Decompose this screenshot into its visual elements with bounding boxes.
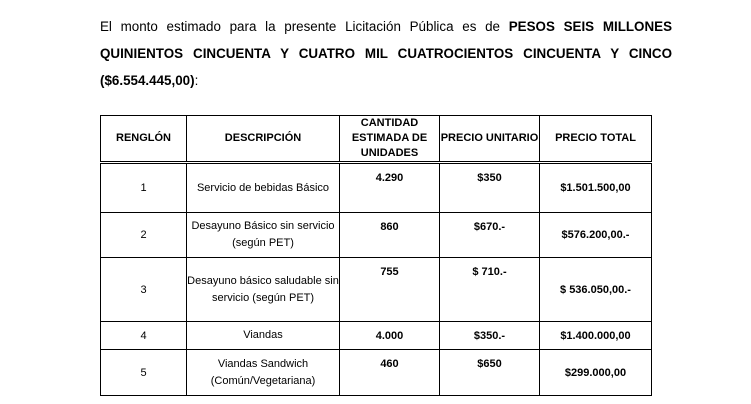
header-precio-unitario: PRECIO UNITARIO	[440, 116, 540, 163]
row-renglon: 5	[101, 350, 187, 396]
row-cantidad: 4.290	[340, 163, 440, 213]
row-renglon: 1	[101, 163, 187, 213]
row-descripcion: Viandas	[187, 322, 340, 350]
row-cantidad: 860	[340, 213, 440, 258]
table-row	[101, 350, 652, 396]
row-descripcion: Viandas Sandwich (Común/Vegetariana)	[187, 350, 340, 396]
row-precio-unitario: $350.-	[440, 322, 540, 350]
header-precio-total: PRECIO TOTAL	[540, 116, 652, 163]
row-precio-unitario: $670.-	[440, 213, 540, 258]
table-header-row	[101, 116, 652, 163]
budget-table	[100, 115, 652, 396]
row-renglon: 3	[101, 258, 187, 322]
row-precio-total: $ 536.050,00.-	[540, 258, 652, 322]
row-precio-unitario: $650	[440, 350, 540, 396]
row-cantidad: 755	[340, 258, 440, 322]
amount-in-numbers: ($6.554.445,00)	[100, 73, 195, 88]
row-renglon: 2	[101, 213, 187, 258]
row-cantidad: 4.000	[340, 322, 440, 350]
row-precio-total: $299.000,00	[540, 350, 652, 396]
row-renglon: 4	[101, 322, 187, 350]
row-descripcion: Desayuno Básico sin servicio (según PET)	[187, 213, 340, 258]
table-row	[101, 163, 652, 213]
amount-in-words: PESOS SEIS MILLONES QUINIENTOS CINCUENTA Y CUATRO MIL CUATROCIENTOS CINCUENTA Y CINCO	[100, 19, 673, 61]
row-descripcion: Desayuno básico saludable sin servicio (según PET)	[187, 258, 340, 322]
row-precio-unitario: $ 710.-	[440, 258, 540, 322]
intro-text: El monto estimado para la presente Licitación Pública es de	[100, 19, 509, 34]
table-row	[101, 213, 652, 258]
row-precio-total: $1.501.500,00	[540, 163, 652, 213]
row-precio-total: $1.400.000,00	[540, 322, 652, 350]
intro-suffix: :	[194, 73, 199, 88]
budget-paragraph	[100, 13, 672, 94]
header-cantidad: CANTIDAD ESTIMADA DE UNIDADES	[340, 116, 440, 163]
header-renglon: RENGLÓN	[101, 116, 187, 163]
table-row	[101, 322, 652, 350]
row-precio-total: $576.200,00.-	[540, 213, 652, 258]
header-descripcion: DESCRIPCIÓN	[187, 116, 340, 163]
row-cantidad: 460	[340, 350, 440, 396]
table-row	[101, 258, 652, 322]
row-descripcion: Servicio de bebidas Básico	[187, 163, 340, 213]
row-precio-unitario: $350	[440, 163, 540, 213]
